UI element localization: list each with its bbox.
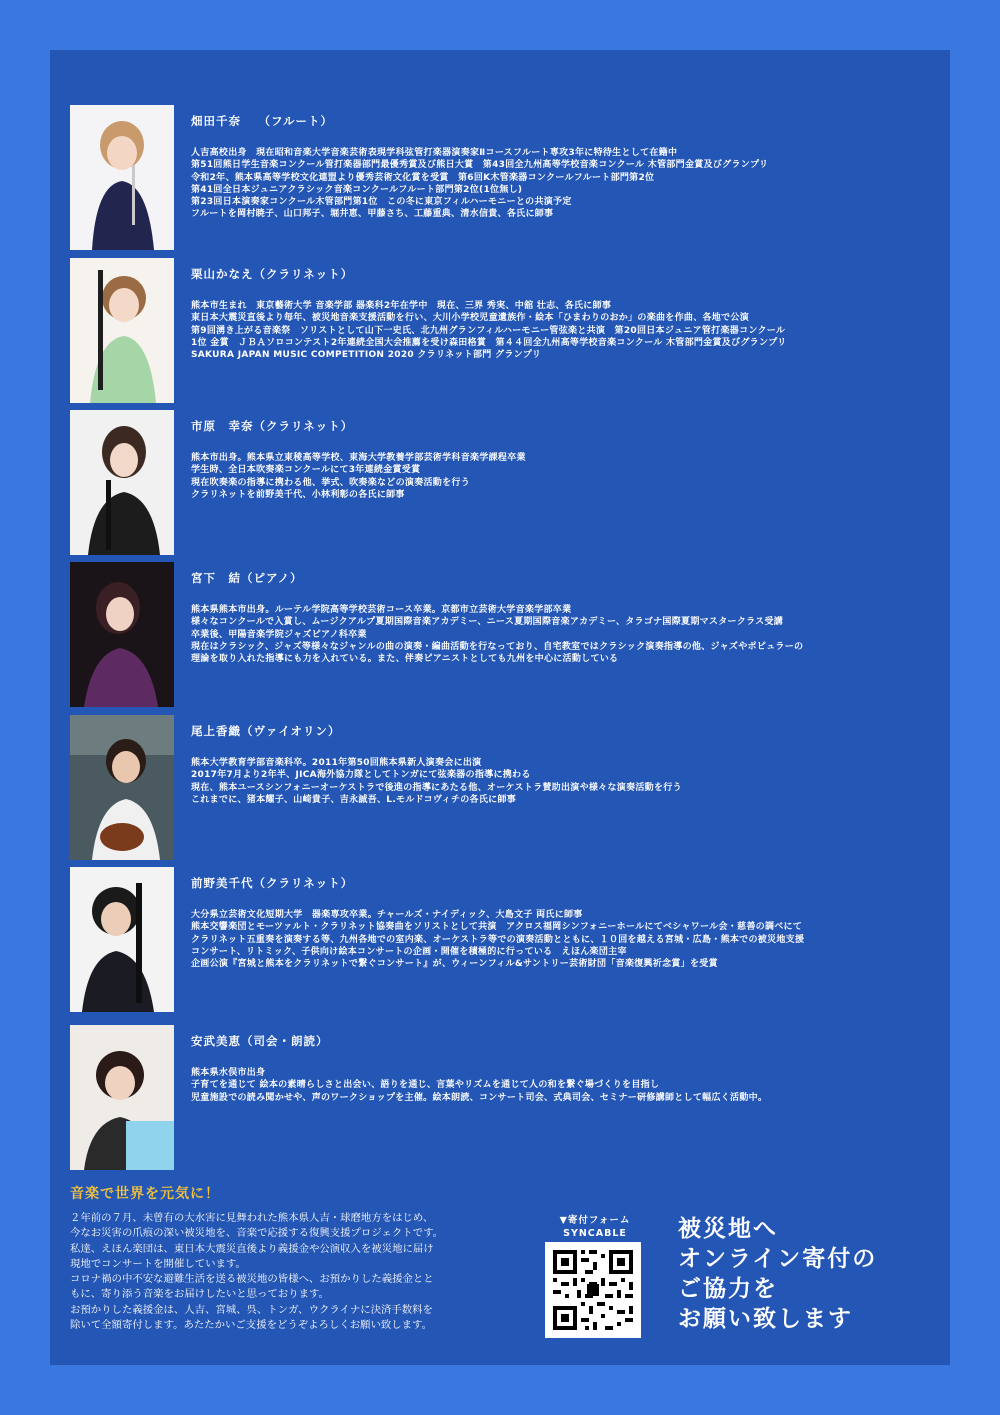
qr-label [550, 1214, 640, 1240]
member-name: 市原 幸奈（クラリネット） [191, 419, 354, 433]
member-bio-line: 様々なコンクールで入賞し、ムージクアルプ夏期国際音楽アカデミー、ニース夏期国際音楽アカデミー、タラゴナ国際夏期マスタークラス受講 [191, 617, 784, 628]
portrait-photo [70, 867, 174, 1012]
member-bio-line: 熊本大学教育学部音楽科卒。2011年第50回熊本県新人演奏会に出演 [191, 758, 482, 768]
member-card [70, 867, 940, 1012]
message-line: 除いて全額寄付します。あたたかいご支援をどうぞよろしくお願い致します。 [70, 1319, 433, 1332]
member-bio-line: コンサート、リトミック、子供向け絵本コンサートの企画・開催を積極的に行っている えほん楽団主宰 [191, 946, 627, 957]
callout-line: オンライン寄付の [678, 1246, 878, 1272]
member-bio-line: 1位 金賞 ＪＢＡソロコンテスト2年連続全国大会推薦を受け森田格賞 第４４回全九州高等学校音楽コンクール 木管部門金賞及びグランプリ [191, 337, 787, 348]
member-bio-line: 大分県立芸術文化短期大学 器楽専攻卒業。チャールズ・ナイディック、大島文子 両氏に師事 [191, 910, 583, 920]
member-bio-line: 熊本市出身。熊本県立東稜高等学校、東海大学教養学部芸術学科音楽学課程卒業 [191, 453, 526, 463]
member-name: 尾上香織（ヴァイオリン） [191, 724, 341, 738]
member-card [70, 105, 940, 250]
portrait-photo [70, 105, 174, 250]
member-bio-line: 理論を取り入れた指導にも力を入れている。また、伴奏ピアニストとしても九州を中心に活動している [191, 654, 619, 665]
member-bio-line: 現在はクラシック、ジャズ等様々なジャンルの曲の演奏・編曲活動を行なっており、自宅教室ではクラシック演奏指導の他、ジャズやポピュラーの [191, 641, 804, 652]
member-bio-line: 第51回熊日学生音楽コンクール管打楽器部門最優秀賞及び熊日大賞 第43回全九州高等学校音楽コンクール 木管部門金賞及びグランプリ [191, 160, 769, 171]
qr-code-icon [545, 1242, 641, 1338]
member-name: 畑田千奈 （フルート） [191, 114, 334, 128]
member-name: 宮下 結（ピアノ） [191, 571, 303, 585]
member-card [70, 1025, 940, 1170]
member-bio-line: 熊本県熊本市出身。ルーテル学院高等学校芸術コース卒業。京都市立芸術大学音楽学部卒業 [191, 605, 572, 615]
member-bio-line: 第9回湧き上がる音楽祭 ソリストとして山下一史氏、北九州グランフィルハーモニー管弦楽と共演 第20回日本ジュニア管打楽器コンクール [191, 325, 786, 336]
callout-line: 被災地へ [678, 1216, 778, 1242]
portrait-photo [70, 562, 174, 707]
member-bio-line: これまでに、猪本耀子、山崎貴子、吉永誠吾、L.モルドコヴィチの各氏に師事 [191, 794, 517, 805]
member-card [70, 258, 940, 403]
member-bio-line: 卒業後、甲陽音楽学院ジャズピアノ科卒業 [191, 629, 367, 640]
message-line: お預かりした義援金は、人吉、宮城、呉、トンガ、ウクライナに決済手数料を [70, 1303, 433, 1316]
member-bio-line: 第23回日本演奏家コンクール木管部門第1位 この冬に東京フィルハーモニーとの共演予定 [191, 197, 572, 208]
member-bio-line: 学生時、全日本吹奏楽コンクールにて3年連続金賞受賞 [191, 465, 421, 476]
callout-line: お願い致します [678, 1306, 853, 1332]
member-bio-line: 児童施設での読み聞かせや、声のワークショップを主催。絵本朗読、コンサート司会、式典司会、セミナー研修講師として幅広く活動中。 [191, 1092, 768, 1103]
member-bio-line: 熊本県水俣市出身 [191, 1068, 266, 1078]
message-line: 私達、えほん楽団は、東日本大震災直後より義援金や公演収入を被災地に届け [70, 1242, 434, 1255]
portrait-photo [70, 715, 174, 860]
member-bio-line: フルートを岡村暁子、山口邦子、堀井恵、甲藤さち、工藤重典、清水信貴、各氏に師事 [191, 209, 554, 220]
member-card [70, 715, 940, 860]
donation-form-label: ▼寄付フォーム [559, 1215, 631, 1226]
portrait-photo [70, 1025, 174, 1170]
message-line: コロナ禍の中不安な避難生活を送る被災地の皆様へ、お預かりした義援金とと [70, 1273, 434, 1286]
member-bio-line: 熊本交響楽団とモーツァルト・クラリネット協奏曲をソリストとして共演 アクロス福岡シンフォニーホールにてベシャワール会・慈善の調べにて [191, 922, 803, 933]
member-bio-line: 子育てを通じて 絵本の素晴らしさと出会い、語りを通じ、言葉やリズムを通じて人の和を繋ぐ場づくりを目指し [191, 1080, 660, 1091]
portrait-photo [70, 410, 174, 555]
message-line: 現地でコンサートを開催しています。 [70, 1257, 246, 1270]
callout-line: ご協力を [678, 1276, 778, 1302]
message-line: 今なお災害の爪痕の深い被災地を、音楽で応援する復興支援プロジェクトです。 [70, 1227, 444, 1240]
member-bio-line: クラリネットを前野美千代、小林利彰の各氏に師事 [191, 489, 405, 500]
project-message [70, 1183, 540, 1333]
member-name: 前野美千代（クラリネット） [191, 876, 354, 890]
message-line: ２年前の７月、未曾有の大水害に見舞われた熊本県人吉・球磨地方をはじめ、 [70, 1212, 434, 1224]
member-card [70, 410, 940, 555]
member-bio-line: 人吉高校出身 現在昭和音楽大学音楽芸術表現学科弦管打楽器演奏家Ⅱコースフルート専攻3年に特待生として在籍中 [191, 148, 678, 158]
member-bio-line: 2017年7月より2年半、JICA海外協力隊としてトンガにて弦楽器の指導に携わる [191, 770, 531, 781]
member-bio-line: SAKURA JAPAN MUSIC COMPETITION 2020 クラリネット部門 グランプリ [191, 350, 542, 361]
member-card [70, 562, 940, 707]
content-panel [50, 50, 950, 1365]
qr-code[interactable] [545, 1242, 641, 1338]
member-bio-line: 第41回全日本ジュニアクラシック音楽コンクールフルート部門第2位(1位無し) [191, 184, 523, 195]
member-bio-line: 令和2年、熊本県高等学校文化連盟より優秀芸術文化賞を受賞 第6回K木管楽器コンクールフルート部門第2位 [191, 172, 655, 183]
message-line: もに、寄り添う音楽をお届けしたいと思っております。 [70, 1288, 329, 1301]
member-bio-line: クラリネット五重奏を演奏する等、九州各地での室内楽、オーケストラ等での演奏活動とともに、１０回を越える宮城・広島・熊本での被災地支援 [191, 934, 805, 945]
message-heading: 音楽で世界を元気に！ [70, 1186, 220, 1202]
member-bio-line: 熊本市生まれ 東京藝術大学 音楽学部 器楽科2年在学中 現在、三界 秀実、中舘 壮志、各氏に師事 [191, 301, 612, 311]
member-name: 栗山かなえ（クラリネット） [191, 267, 354, 281]
member-bio-line: 東日本大震災直後より毎年、被災地音楽支援活動を行い、大川小学校児童遺族作・絵本「ひまわりのおか」の楽曲を作曲、各地で公演 [191, 313, 750, 324]
donation-callout [678, 1214, 948, 1334]
member-bio-line: 企画公演『宮城と熊本をクラリネットで繋ぐコンサート』が、ウィーンフィル&サントリー芸術財団「音楽復興祈念賞」を受賞 [191, 959, 718, 970]
portrait-photo [70, 258, 174, 403]
member-bio-line: 現在、熊本ユースシンフォニーオーケストラで後進の指導にあたる他、オーケストラ賛助出演や様々な演奏活動を行う [191, 782, 682, 793]
member-name: 安武美恵（司会・朗読） [191, 1034, 329, 1048]
member-bio-line: 現在吹奏楽の指導に携わる他、挙式、吹奏楽などの演奏活動を行う [191, 477, 471, 488]
syncable-label: SYNCABLE [563, 1228, 627, 1239]
